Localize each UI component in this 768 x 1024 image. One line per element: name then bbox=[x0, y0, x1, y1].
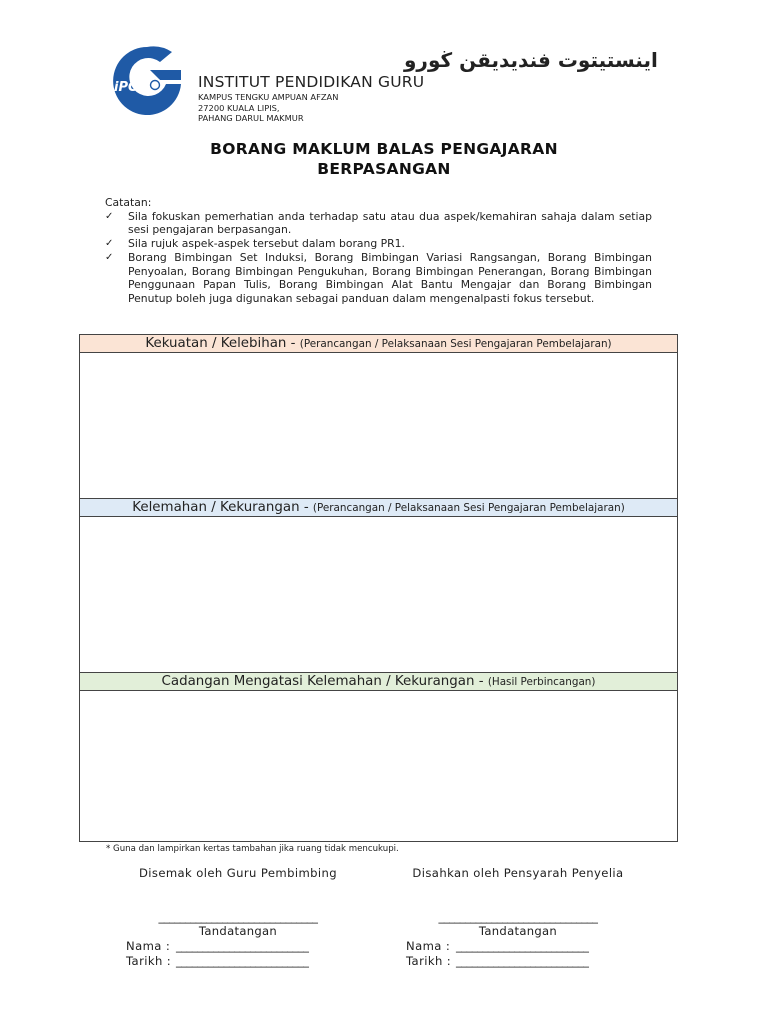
name-field[interactable]: _________________________ bbox=[176, 939, 309, 953]
note-text: Borang Bimbingan Set Induksi, Borang Bimbingan Variasi Rangsangan, Borang Bimbingan Penyoalan, Borang Bimbingan Pengukuhan, Borang Bimbingan Penerangan, Borang Bimbingan Penggunaan Papan Tulis, Borang Bimbingan Alat Bantu Mengajar dan Borang Bimbingan Penutup boleh juga digunakan sebagai panduan dalam mengenalpasti fokus tersebut. bbox=[128, 250, 652, 305]
date-label: Tarikh : bbox=[406, 954, 452, 968]
suggestions-input-area[interactable] bbox=[80, 691, 677, 841]
section-subtitle: (Perancangan / Pelaksanaan Sesi Pengajaran Pembelajaran) bbox=[299, 338, 612, 350]
checkmark-icon: ✓ bbox=[105, 251, 114, 263]
note-item bbox=[105, 237, 652, 251]
note-text: Sila fokuskan pemerhatian anda terhadap satu atau dua aspek/kemahiran sahaja dalam setiap sesi pengajaran berpasangan. bbox=[128, 209, 652, 237]
weaknesses-input-area[interactable] bbox=[80, 517, 677, 672]
section-title: Kekuatan / Kelebihan - bbox=[145, 336, 300, 351]
feedback-table bbox=[79, 334, 678, 842]
signature-caption: Tandatangan bbox=[198, 924, 278, 938]
ipg-logo bbox=[110, 44, 184, 118]
checkmark-icon: ✓ bbox=[105, 210, 114, 222]
signature-caption: Tandatangan bbox=[478, 924, 558, 938]
address-line: 27200 KUALA LIPIS, bbox=[198, 102, 280, 113]
checkmark-icon: ✓ bbox=[105, 238, 114, 250]
signature-line[interactable]: ______________________________ bbox=[158, 910, 318, 924]
note-item bbox=[105, 251, 652, 306]
section-subtitle: (Hasil Perbincangan) bbox=[487, 676, 596, 688]
notes-heading: Catatan: bbox=[105, 196, 152, 209]
note-text: Sila rujuk aspek-aspek tersebut dalam borang PR1. bbox=[128, 237, 405, 251]
section-header-strengths bbox=[80, 335, 677, 353]
signature-line[interactable]: ______________________________ bbox=[438, 910, 598, 924]
institution-address bbox=[198, 92, 338, 124]
svg-text:اينستيتوت فنديديقن ڬورو: اينستيتوت فنديديقن ڬورو bbox=[404, 48, 658, 72]
section-header-suggestions bbox=[80, 673, 677, 691]
notes-section bbox=[105, 196, 652, 306]
date-row bbox=[406, 954, 588, 968]
name-row bbox=[406, 939, 588, 953]
name-field[interactable]: _________________________ bbox=[456, 939, 589, 953]
address-line: KAMPUS TENGKU AMPUAN AFZAN bbox=[198, 92, 339, 102]
address-line: PAHANG DARUL MAKMUR bbox=[198, 113, 304, 124]
logo-text: iPG bbox=[114, 80, 139, 95]
signature-label: Disemak oleh Guru Pembimbing bbox=[138, 866, 338, 880]
form-title-line-2: BERPASANGAN bbox=[317, 160, 451, 178]
section-header-weaknesses bbox=[80, 499, 677, 517]
note-item bbox=[105, 210, 652, 237]
section-subtitle: (Perancangan / Pelaksanaan Sesi Pengajaran Pembelajaran) bbox=[312, 502, 625, 514]
institution-jawi-name bbox=[198, 40, 658, 76]
signature-label: Disahkan oleh Pensyarah Penyelia bbox=[412, 866, 624, 880]
date-label: Tarikh : bbox=[126, 954, 172, 968]
section-title: Kelemahan / Kekurangan - bbox=[132, 500, 313, 515]
name-row bbox=[126, 939, 308, 953]
footnote: * Guna dan lampirkan kertas tambahan jika ruang tidak mencukupi. bbox=[106, 844, 399, 854]
form-title-line-1: BORANG MAKLUM BALAS PENGAJARAN bbox=[210, 140, 558, 158]
date-field[interactable]: _________________________ bbox=[456, 954, 589, 968]
institution-name: INSTITUT PENDIDIKAN GURU bbox=[198, 73, 425, 91]
date-row bbox=[126, 954, 308, 968]
date-field[interactable]: _________________________ bbox=[176, 954, 309, 968]
section-title: Cadangan Mengatasi Kelemahan / Kekurangan - bbox=[161, 674, 488, 689]
strengths-input-area[interactable] bbox=[80, 353, 677, 498]
name-label: Nama : bbox=[406, 939, 451, 953]
name-label: Nama : bbox=[126, 939, 171, 953]
jawi-script bbox=[198, 40, 658, 76]
